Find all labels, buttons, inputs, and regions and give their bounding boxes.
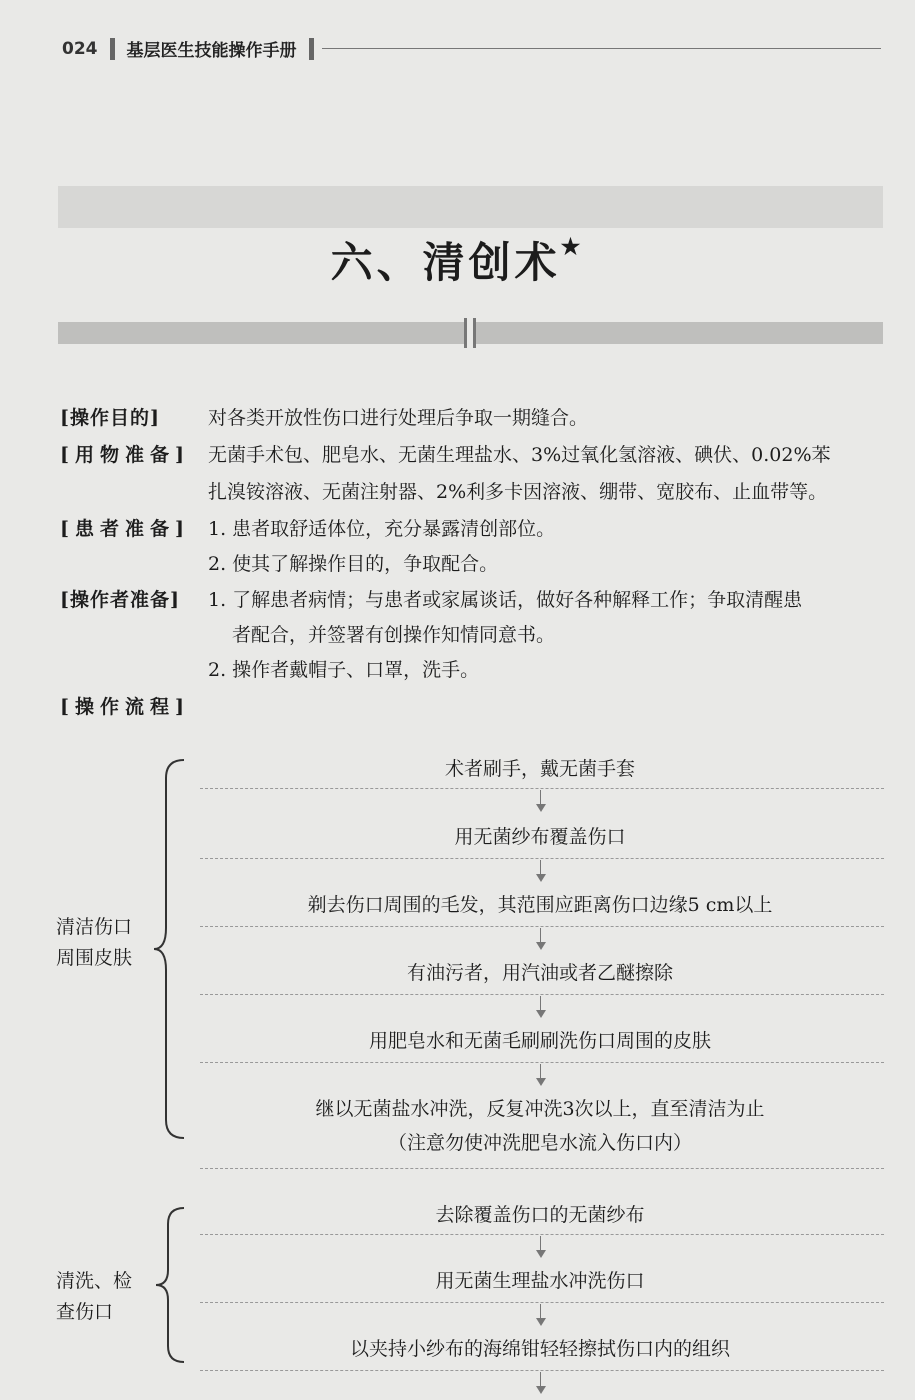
flow-step: 有油污者，用汽油或者乙醚擦除: [406, 962, 673, 984]
down-arrow-icon: [536, 1236, 546, 1258]
group-label-line: 清洗、检: [56, 1270, 133, 1292]
materials-line-2: 扎溴铵溶液、无菌注射器、2%利多卡因溶液、绷带、宽胶布、止血带等。: [208, 481, 828, 503]
header-divider-end: [309, 38, 314, 60]
group-label-line: 清洁伤口: [56, 916, 133, 938]
flow-step: 用无菌生理盐水冲洗伤口: [435, 1270, 645, 1292]
flow-divider: [200, 994, 884, 995]
bleed-through-band: [58, 186, 883, 228]
left-brace-icon: [150, 1206, 190, 1364]
section-title: [0, 230, 915, 290]
flow-step-note: （注意勿使冲洗肥皂水流入伤口内）: [387, 1132, 692, 1154]
section-title-text: 六、清创术: [330, 238, 561, 287]
operator-line-2: 者配合，并签署有创操作知情同意书。: [232, 624, 556, 646]
flow-divider: [200, 1234, 884, 1235]
down-arrow-icon: [536, 790, 546, 812]
down-arrow-icon: [536, 1064, 546, 1086]
page-header: [62, 36, 314, 61]
down-arrow-icon: [536, 996, 546, 1018]
down-arrow-icon: [536, 1304, 546, 1326]
down-arrow-icon: [536, 928, 546, 950]
label-patient: [患者准备]: [60, 518, 190, 540]
book-title: 基层医生技能操作手册: [126, 41, 297, 61]
flow-step: 剃去伤口周围的毛发，其范围应距离伤口边缘5 cm以上: [307, 894, 773, 916]
header-rule: [322, 48, 881, 49]
flow-step: 术者刷手，戴无菌手套: [444, 758, 635, 780]
flow-step: 以夹持小纱布的海绵钳轻轻擦拭伤口内的组织: [349, 1338, 730, 1360]
down-arrow-icon: [536, 860, 546, 882]
flow-step: 继以无菌盐水冲洗，反复冲洗3次以上，直至清洁为止: [315, 1098, 765, 1120]
header-divider: [110, 38, 115, 60]
group-label-wash-inspect: [56, 1266, 132, 1328]
label-procedure: [操作流程]: [60, 696, 190, 718]
page-number: 024: [62, 38, 98, 59]
flow-divider: [200, 858, 884, 859]
group-label-clean-skin: [56, 912, 132, 974]
purpose-text: 对各类开放性伤口进行处理后争取一期缝合。: [208, 407, 589, 429]
flow-step: 用无菌纱布覆盖伤口: [454, 826, 626, 848]
label-materials: [用物准备]: [60, 444, 190, 466]
materials-line-1: 无菌手术包、肥皂水、无菌生理盐水、3%过氧化氢溶液、碘伏、0.02%苯: [208, 444, 831, 466]
group-label-line: 周围皮肤: [56, 947, 133, 969]
operator-line-1: 1. 了解患者病情；与患者或家属谈话，做好各种解释工作；争取清醒患: [208, 589, 803, 611]
flow-divider: [200, 1168, 884, 1169]
flow-divider: [200, 788, 884, 789]
flow-divider: [200, 1302, 884, 1303]
flow-step: 去除覆盖伤口的无菌纱布: [435, 1204, 645, 1226]
label-purpose: [操作目的]: [60, 407, 160, 429]
operator-line-3: 2. 操作者戴帽子、口罩，洗手。: [208, 659, 480, 681]
patient-line-2: 2. 使其了解操作目的，争取配合。: [208, 553, 499, 575]
group-label-line: 查伤口: [56, 1301, 114, 1323]
star-icon: ★: [560, 234, 585, 260]
down-arrow-icon: [536, 1372, 546, 1394]
label-operator: [操作者准备]: [60, 589, 180, 611]
title-band-notch: [464, 318, 476, 348]
flow-step: 用肥皂水和无菌毛刷刷洗伤口周围的皮肤: [368, 1030, 711, 1052]
flow-divider: [200, 1062, 884, 1063]
left-brace-icon: [150, 758, 190, 1140]
flow-divider: [200, 1370, 884, 1371]
patient-line-1: 1. 患者取舒适体位，充分暴露清创部位。: [208, 518, 556, 540]
flow-divider: [200, 926, 884, 927]
